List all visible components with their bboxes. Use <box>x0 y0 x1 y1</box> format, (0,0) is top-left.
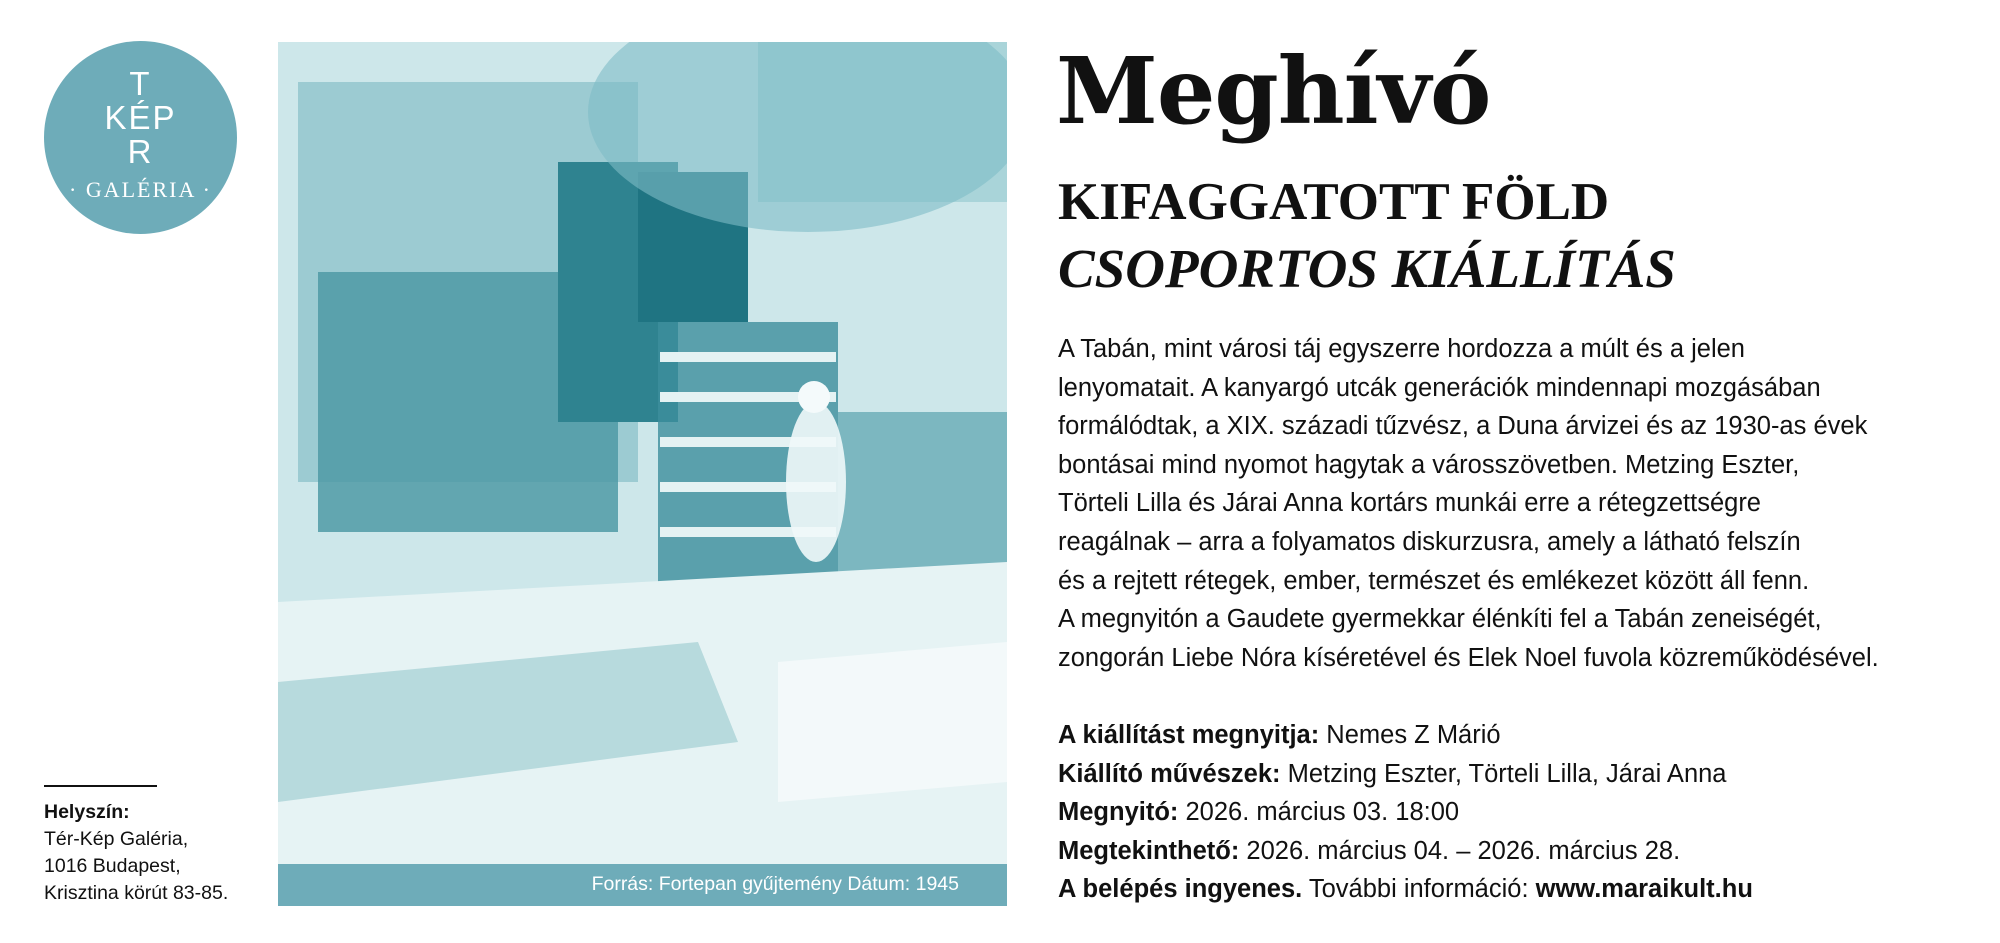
exhibition-title: KIFAGGATOTT FÖLD <box>1058 173 1610 231</box>
logo-brand: · GALÉRIA · <box>69 177 212 202</box>
detail-value: Nemes Z Márió <box>1319 721 1501 749</box>
venue-label: Helyszín: <box>44 801 130 823</box>
description-line: bontásai mind nyomot hagytak a városszövetben. Metzing Eszter, <box>1058 450 1800 479</box>
description-line: reagálnak – arra a folyamatos diskurzusra, amely a látható felszín <box>1058 527 1801 556</box>
event-details <box>1058 716 1753 909</box>
description-line: zongorán Liebe Nóra kíséretével és Elek Noel fuvola közreműködésével. <box>1058 643 1879 672</box>
description-line: lenyomatait. A kanyargó utcák generációk mindennapi mozgásában <box>1058 373 1821 402</box>
detail-label: Megtekinthető: <box>1058 836 1240 865</box>
detail-value: Metzing Eszter, Törteli Lilla, Járai Anna <box>1280 759 1727 788</box>
description-line: A megnyitón a Gaudete gyermekkar élénkíti fel a Tabán zeneiségét, <box>1058 605 1822 634</box>
description-line: és a rejtett rétegek, ember, természet és emlékezet között áll fenn. <box>1058 566 1810 595</box>
archive-photo <box>278 42 1007 906</box>
description-line: Törteli Lilla és Járai Anna kortárs munkái erre a rétegzettségre <box>1058 489 1761 518</box>
description-line: A Tabán, mint városi táj egyszerre hordozza a múlt és a jelen <box>1058 335 1745 363</box>
website-link[interactable]: www.maraikult.hu <box>1535 875 1753 904</box>
detail-value: 2026. március 03. 18:00 <box>1178 798 1460 827</box>
logo-mark <box>44 67 237 169</box>
page-title: Meghívó <box>1056 37 1491 145</box>
photo-caption: Forrás: Fortepan gyűjtemény Dátum: 1945 <box>591 873 959 895</box>
detail-viewable <box>1058 832 1753 871</box>
description-line: formálódtak, a XIX. századi tűzvész, a Duna árvizei és az 1930-as évek <box>1058 412 1868 441</box>
venue-block <box>44 799 228 907</box>
venue-line: Krisztina körút 83-85. <box>44 882 229 904</box>
photo-caption-bar <box>278 864 1007 906</box>
detail-label: Megnyitó: <box>1058 798 1179 827</box>
exhibition-subtitle: CSOPORTOS KIÁLLÍTÁS <box>1058 238 1676 299</box>
venue-divider <box>44 785 157 787</box>
detail-value: 2026. március 04. – 2026. március 28. <box>1239 836 1681 865</box>
photo-illustration <box>278 42 1007 906</box>
detail-opener <box>1058 716 1753 755</box>
detail-label: A kiállítást megnyitja: <box>1058 721 1320 749</box>
logo-mark-line: T <box>129 65 152 102</box>
logo-mark-line: R <box>127 133 154 170</box>
detail-opening <box>1058 793 1753 832</box>
detail-entry <box>1058 870 1753 909</box>
venue-line: Tér-Kép Galéria, <box>44 828 189 850</box>
logo-mark-line: KÉP <box>104 99 177 136</box>
exhibition-description <box>1058 330 1988 677</box>
detail-artists <box>1058 755 1753 794</box>
gallery-logo <box>44 41 237 234</box>
detail-label: A belépés ingyenes. <box>1058 875 1303 904</box>
detail-label: Kiállító művészek: <box>1058 759 1281 788</box>
detail-value: További információ: <box>1302 875 1536 904</box>
venue-line: 1016 Budapest, <box>44 855 181 877</box>
